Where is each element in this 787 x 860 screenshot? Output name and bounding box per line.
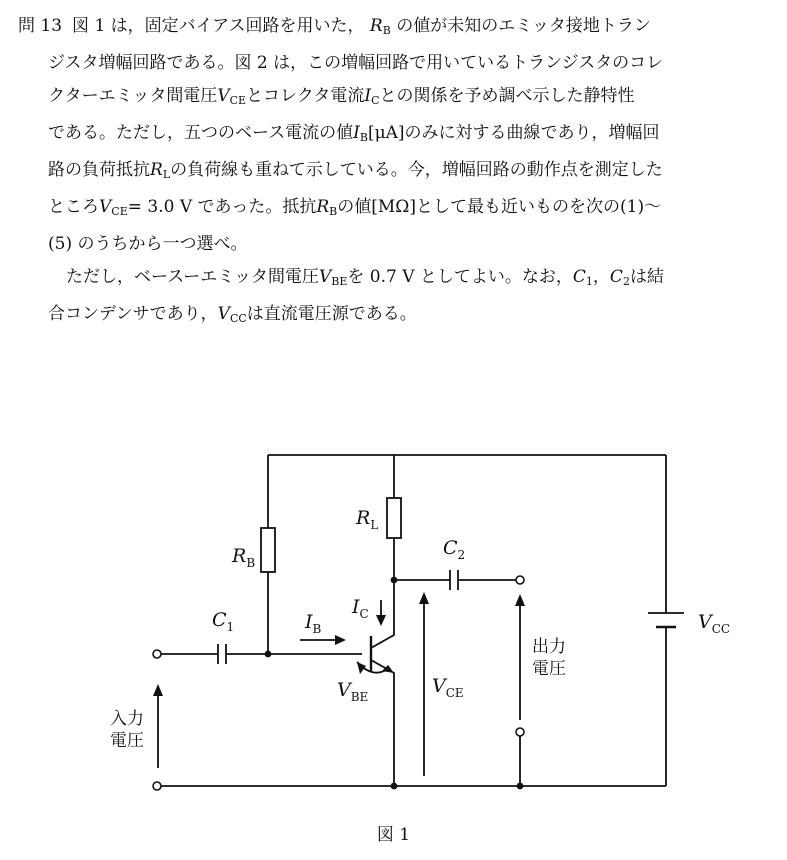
figure-caption: 図 1: [376, 825, 411, 845]
label-output-2: 電圧: [532, 659, 566, 679]
symbol-RB: $R_B$: [369, 16, 391, 37]
junction-bottom-emitter: [391, 783, 398, 790]
arrowhead-vce: [419, 592, 429, 604]
symbol-IB: $I_B$: [353, 123, 368, 144]
circuit-diagram: [0, 430, 787, 815]
wire-rl-to-collector: [371, 538, 394, 648]
problem-number: 問 13: [18, 16, 63, 36]
resistor-RL: [387, 498, 401, 538]
label-C1: $C_1$: [212, 609, 235, 634]
label-IB: $I_B$: [305, 611, 322, 636]
arrowhead-ic: [376, 615, 386, 626]
problem-line-7: (5) のうちから一つ選べ。: [48, 234, 248, 254]
symbol-VBE: $V_{BE}$: [318, 267, 348, 288]
problem-line-9: 合コンデンサであり，$V_{CC}$は直流電圧源である。: [48, 304, 417, 325]
problem-line-3: クターエミッタ間電圧$V_{CE}$とコレクタ電流$I_C$との関係を予め調べ示した静特性: [48, 86, 635, 107]
junction-rb-base: [265, 651, 272, 658]
problem-line-2: ジスタ増幅回路である。図 2 は，この増幅回路で用いているトランジスタのコレ: [48, 53, 664, 73]
problem-line-5: 路の負荷抵抗$R_L$の負荷線も重ねて示している。今，増幅回路の動作点を測定した: [48, 160, 663, 181]
label-RB: $R_B$: [232, 545, 256, 570]
symbol-VCC: $V_{CC}$: [217, 304, 247, 325]
symbol-VCE: $V_{CE}$: [217, 86, 247, 107]
problem-line-1: 問 13 図 1 は，固定バイアス回路を用いた， $R_B$ の値が未知のエミッタ接地トラン: [18, 16, 651, 37]
label-VCC: $V_{CC}$: [698, 611, 731, 636]
symbol-C1: $C_1$: [572, 267, 593, 288]
symbol-C2: $C_2$: [609, 267, 630, 288]
terminal-output-top: [516, 576, 524, 584]
label-IC: $I_C$: [352, 596, 369, 621]
label-VCE: $V_{CE}$: [432, 675, 464, 700]
label-C2: $C_2$: [443, 537, 466, 562]
terminal-input-top: [153, 650, 161, 658]
arrowhead-output-voltage: [515, 594, 525, 606]
symbol-IC: $I_C$: [364, 86, 380, 107]
symbol-RL: $R_L$: [150, 160, 171, 181]
problem-line-6: ところ$V_{CE}= 3.0$ V であった。抵抗$R_B$の値[MΩ]として最も近いものを次の(1)〜: [48, 197, 662, 218]
junction-rl-c2: [391, 577, 398, 584]
problem-text: [18, 10, 778, 335]
label-RL: $R_L$: [356, 507, 379, 532]
terminal-input-bottom: [153, 782, 161, 790]
junction-bottom-output: [517, 783, 524, 790]
transistor-emitter: [371, 660, 394, 786]
terminal-output-bottom: [516, 728, 524, 736]
arrowhead-ib: [335, 635, 346, 645]
symbol-RB-2: $R_B$: [316, 197, 338, 218]
label-VBE: $V_{BE}$: [337, 679, 369, 704]
label-input-2: 電圧: [110, 731, 144, 751]
resistor-RB: [261, 528, 275, 572]
problem-line-8: ただし，ベースーエミッタ間電圧$V_{BE}$を 0.7 V としてよい。なお，$C_1$，$C_2$は結: [66, 267, 664, 288]
symbol-VCE-2: $V_{CE}$: [99, 197, 128, 218]
arrowhead-input-voltage: [153, 684, 163, 696]
label-output-1: 出力: [532, 637, 566, 657]
label-input-1: 入力: [110, 709, 144, 729]
problem-line-4: である。ただし，五つのベース電流の値$I_B[\mu A]$のみに対する曲線であり，増幅回: [48, 123, 660, 144]
